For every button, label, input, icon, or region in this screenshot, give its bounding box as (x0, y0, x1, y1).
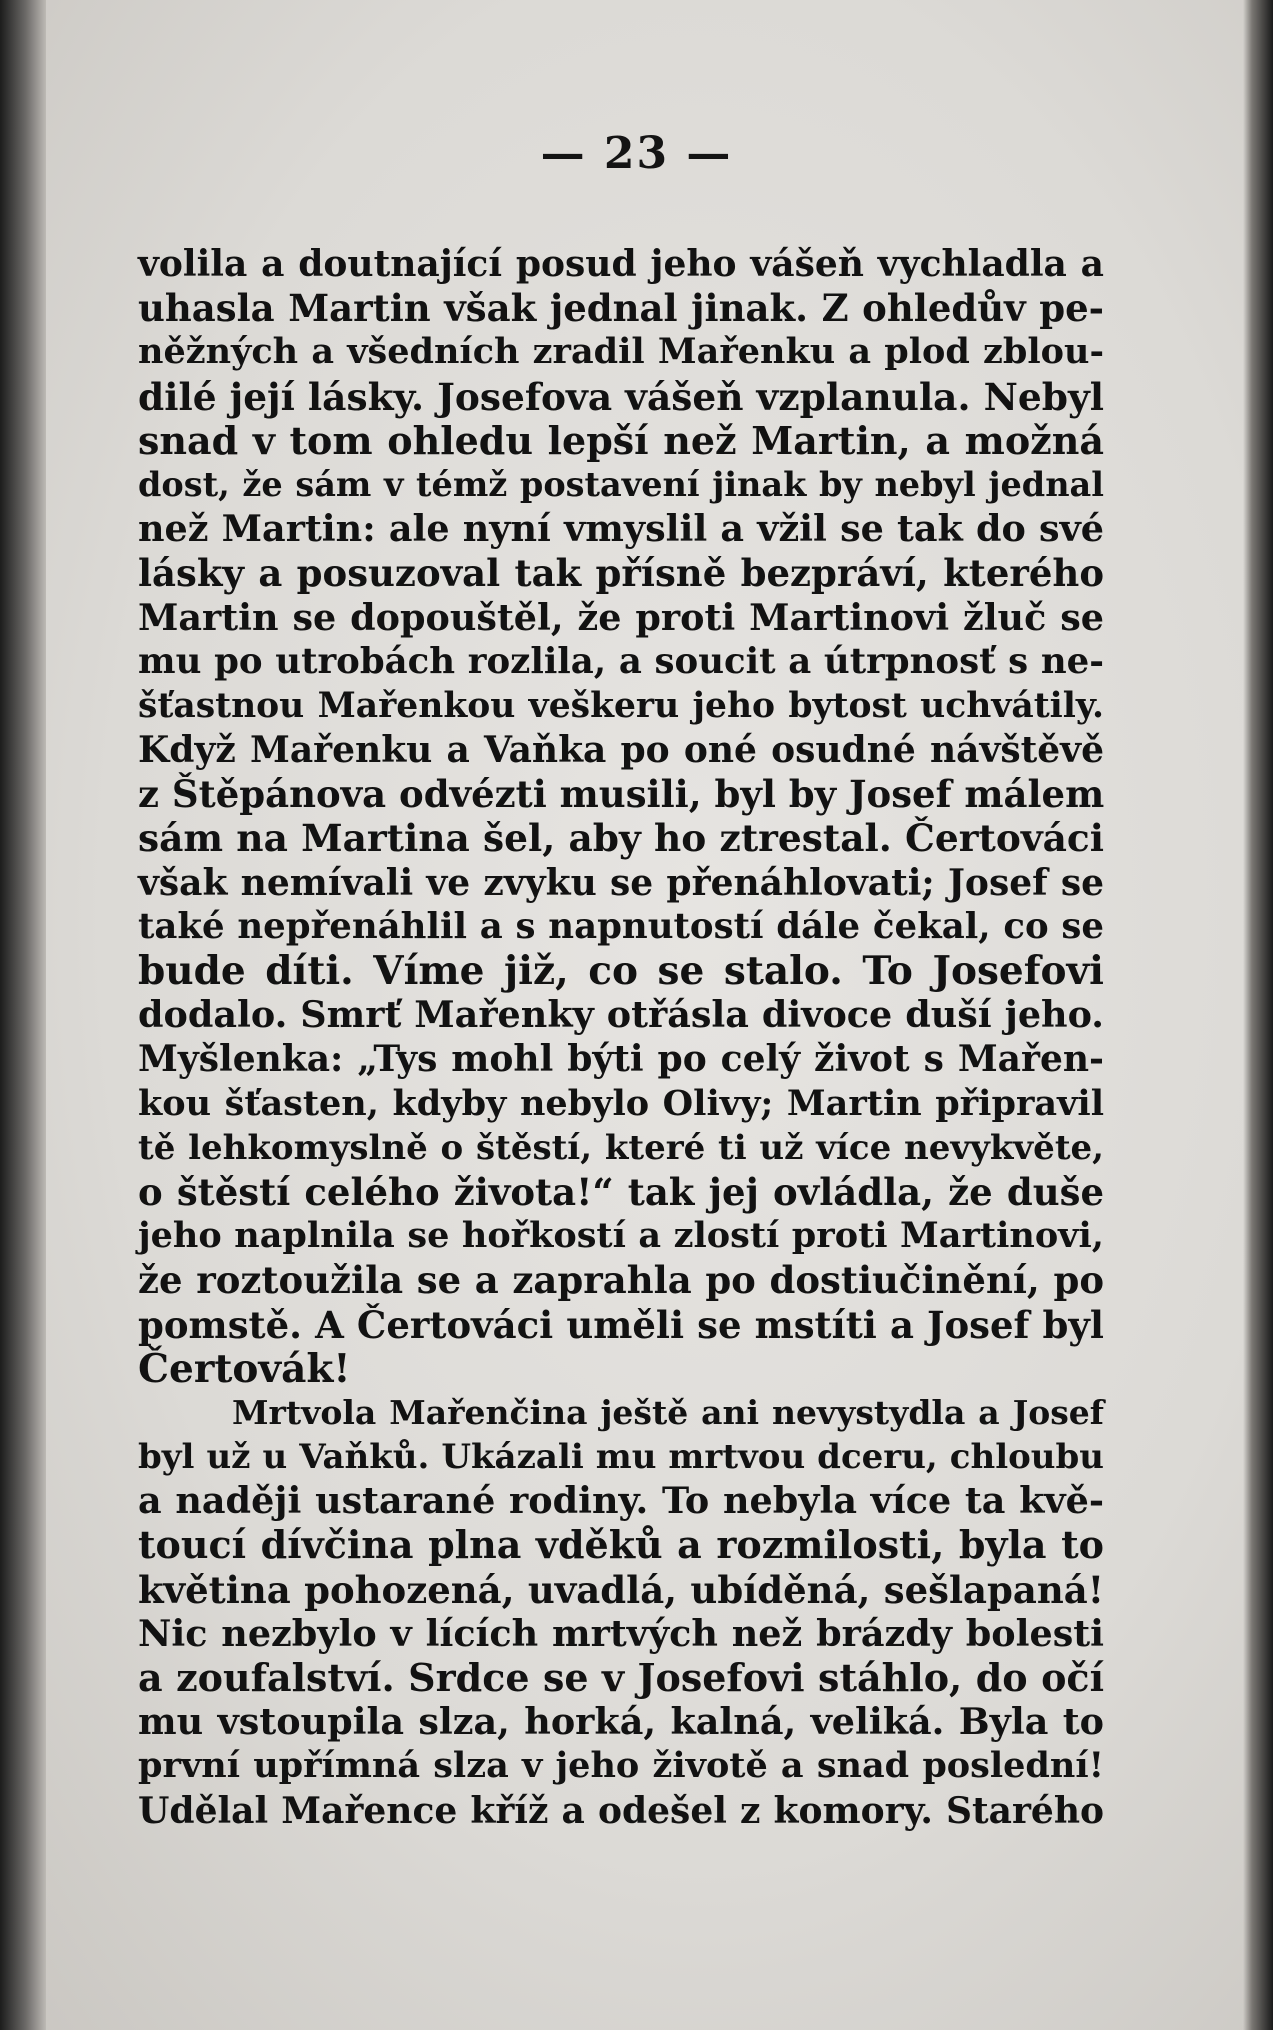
text-line: dilé její lásky. Josefova vášeň vzplanula. Nebyl (138, 374, 1104, 419)
text-line: než Martin: ale nyní vmyslil a vžil se tak do své (138, 507, 1104, 551)
text-line: sám na Martina šel, aby ho ztrestal. Čertováci (138, 816, 1104, 861)
text-line: z Štěpánova odvézti musili, byl by Josef málem (138, 772, 1105, 817)
text-line: snad v tom ohledu lepší než Martin, a možná (138, 417, 1104, 463)
text-line: že roztoužila se a zaprahla po dostiučinění, po (138, 1258, 1104, 1303)
text-line: mu po utrobách rozlila, a soucit a útrpnosť s ne- (138, 640, 1104, 682)
text-line: toucí dívčina plna vděků a rozmilosti, byla to (138, 1522, 1104, 1568)
text-line: Mrtvola Mařenčina ještě ani nevystydla a Josef (232, 1392, 1104, 1432)
body-text (138, 242, 1104, 1833)
text-line: o štěstí celého života!“ tak jej ovládla, že duše (138, 1169, 1104, 1214)
text-line: jeho naplnila se hořkostí a zlostí proti Martinovi, (138, 1215, 1104, 1257)
text-line: volila a doutnající posud jeho vášeň vychladla a (138, 243, 1104, 285)
text-line: Nic nezbylo v lících mrtvých než brázdy bolesti (138, 1611, 1104, 1655)
text-line: kou šťasten, kdyby nebylo Olivy; Martin připravil (138, 1082, 1104, 1124)
text-line: lásky a posuzoval tak přísně bezpráví, kterého (138, 551, 1104, 596)
text-line: Udělal Mařence kříž a odešel z komory. Starého (138, 1789, 1104, 1832)
text-line: Myšlenka: „Tys mohl býti po celý život s Mařen- (138, 1038, 1104, 1081)
text-line: však nemívali ve zvyku se přenáhlovati; Josef se (138, 861, 1104, 904)
page-number: — 23 — (540, 128, 733, 179)
text-line: Když Mařenku a Vaňka po oné osudné návštěvě (138, 729, 1104, 772)
text-line: také nepřenáhlil a s napnutostí dále čekal, co se (138, 905, 1104, 947)
text-line: byl už u Vaňků. Ukázali mu mrtvou dceru, chloubu (138, 1437, 1104, 1478)
text-line: šťastnou Mařenkou veškeru jeho bytost uchvátily. (138, 685, 1104, 726)
text-line: a naději ustarané rodiny. To nebyla více ta kvě- (138, 1479, 1104, 1523)
text-line: uhasla Martin však jednal jinak. Z ohledův pe- (138, 286, 1104, 331)
text-line: Čertovák! (138, 1345, 351, 1392)
text-line: něžných a všedních zradil Mařenku a plod zblou- (138, 331, 1104, 373)
text-line: dodalo. Smrť Mařenky otřásla divoce duší jeho. (138, 993, 1104, 1037)
text-line: první upřímná slza v jeho životě a snad poslední! (138, 1745, 1104, 1787)
text-line: bude díti. Víme již, co se stalo. To Josefovi (138, 948, 1104, 994)
text-line: mu vstoupila slza, horká, kalná, veliká. Byla to (138, 1700, 1104, 1744)
text-line: květina pohozená, uvadlá, ubíděná, sešlapaná! (138, 1567, 1104, 1612)
text-line: dost, že sám v témž postavení jinak by nebyl jednal (138, 464, 1104, 504)
page-left-shadow (0, 0, 46, 2030)
text-line: pomstě. A Čertováci uměli se mstíti a Josef byl (138, 1302, 1104, 1347)
page-right-shadow (1243, 0, 1273, 2030)
text-line: tě lehkomyslně o štěstí, které ti už více nevykvěte, (138, 1127, 1104, 1168)
text-line: Martin se dopouštěl, že proti Martinovi žluč se (138, 595, 1104, 639)
text-line: a zoufalství. Srdce se v Josefovi stáhlo, do očí (138, 1655, 1104, 1700)
